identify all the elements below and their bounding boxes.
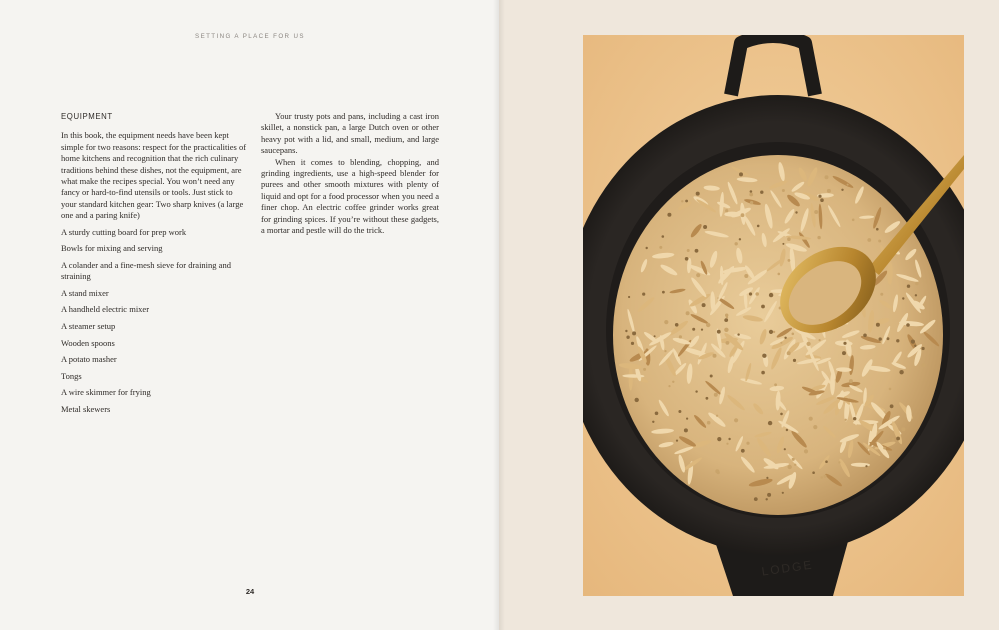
seed [687, 249, 690, 252]
seed [876, 228, 879, 231]
list-item: Wooden spoons [61, 337, 115, 348]
list-item: A potato masher [61, 354, 117, 365]
seed [818, 195, 821, 198]
seed [786, 429, 788, 431]
seed [749, 193, 753, 197]
seed [784, 337, 786, 339]
seed [887, 337, 890, 340]
seed [773, 331, 775, 333]
seed [774, 383, 777, 386]
seed [782, 189, 785, 192]
seed [792, 458, 795, 461]
seed [724, 328, 728, 332]
list-item: A colander and a fine-mesh sieve for draining and straining [61, 259, 231, 282]
seed [879, 337, 882, 340]
seed [664, 320, 668, 324]
seed [921, 363, 925, 367]
seed [635, 398, 639, 402]
seed [684, 428, 688, 432]
seed [735, 242, 738, 245]
seed [820, 476, 823, 479]
seed [625, 330, 627, 332]
seed [827, 189, 831, 193]
seed [883, 447, 886, 450]
seed [769, 330, 773, 334]
seed [659, 246, 662, 249]
seed [744, 274, 748, 278]
seed [769, 293, 773, 297]
seed [766, 477, 768, 479]
seed [734, 418, 738, 422]
page-number: 24 [245, 587, 255, 596]
seed [696, 192, 700, 196]
seed [739, 238, 741, 240]
seed [812, 471, 815, 474]
pan-stamp: LODGE [760, 557, 815, 579]
seed [852, 219, 855, 222]
seed [696, 273, 700, 277]
seed [717, 437, 721, 441]
seed [702, 303, 706, 307]
seed [715, 469, 719, 473]
skillet-illustration [583, 35, 964, 596]
seed [899, 370, 903, 374]
seed [685, 257, 689, 261]
seed [706, 323, 710, 327]
seed [717, 330, 721, 334]
list-item: Bowls for mixing and serving [61, 243, 163, 254]
seed [842, 351, 846, 355]
seed [685, 200, 688, 203]
seed [890, 404, 894, 408]
seed [845, 419, 847, 421]
seed [901, 427, 905, 431]
list-item: A sturdy cutting board for prep work [61, 226, 187, 237]
seed [642, 293, 645, 296]
seed [664, 350, 666, 352]
list-item: A handheld electric mixer [61, 304, 150, 315]
seed [626, 336, 629, 339]
blending-paragraph: When it comes to blending, chopping, and grinding ingredients, use a high-speed blender for purees and other smooth mixtures with plenty of liquid and opt for a food processor when you need a finer chop. An electric coffee grinder works great for grinding spices. If you’re without these gadgets, a mortar and pestle will do the trick. [261, 156, 439, 236]
seed [814, 210, 818, 214]
seed [716, 415, 718, 417]
seed [915, 294, 917, 296]
seed [788, 259, 791, 262]
seed [841, 189, 843, 191]
seed [849, 379, 853, 383]
seed [867, 238, 871, 242]
seed [692, 328, 695, 331]
seed [761, 371, 765, 375]
seed [813, 425, 817, 429]
seed [878, 240, 881, 243]
seed [710, 375, 713, 378]
seed [914, 345, 916, 347]
seed [695, 249, 699, 253]
seed [863, 334, 867, 338]
seed [780, 342, 782, 344]
seed [643, 368, 646, 371]
seed [726, 443, 728, 445]
seed [750, 190, 753, 193]
seed [896, 339, 899, 342]
seed [737, 333, 739, 335]
seed [793, 359, 796, 362]
list-item: A steamer setup [61, 321, 116, 332]
seed [714, 393, 718, 397]
seed [628, 296, 630, 298]
running-head: SETTING A PLACE FOR US [195, 33, 305, 40]
seed [741, 213, 745, 217]
right-column [261, 111, 439, 236]
seed [838, 461, 840, 463]
seed [784, 448, 786, 450]
seed [655, 412, 659, 416]
seed [652, 421, 654, 423]
seed [686, 311, 690, 315]
seed [780, 413, 783, 416]
section-title: EQUIPMENT [61, 112, 113, 121]
seed [782, 243, 784, 245]
seed [667, 213, 671, 217]
seed [662, 291, 665, 294]
seed [762, 354, 766, 358]
seed [703, 225, 707, 229]
list-item: A wire skimmer for frying [61, 387, 151, 398]
seed [906, 323, 910, 327]
seed [795, 211, 797, 213]
seed [817, 236, 820, 239]
seed [631, 342, 634, 345]
seed [646, 247, 648, 249]
seed [843, 342, 846, 345]
seed [804, 449, 808, 453]
seed [778, 273, 781, 276]
seed [741, 449, 745, 453]
list-item: Metal skewers [61, 404, 111, 414]
seed [755, 292, 759, 296]
seed [767, 493, 771, 497]
seed [766, 498, 768, 500]
seed [679, 335, 682, 338]
seed [922, 347, 925, 350]
seed [792, 333, 795, 336]
seed [749, 292, 752, 295]
seed [820, 198, 824, 202]
seed [654, 335, 656, 337]
seed [809, 417, 813, 421]
seed [686, 418, 688, 420]
seed [678, 410, 681, 413]
seed [880, 293, 883, 296]
seed [750, 201, 753, 204]
seed [754, 497, 758, 501]
seed [662, 235, 665, 238]
list-item: Tongs [61, 370, 82, 381]
seed [896, 437, 900, 441]
seed [695, 390, 697, 392]
seed [787, 237, 791, 241]
seed [788, 465, 792, 469]
seed [865, 465, 867, 467]
seed [794, 464, 796, 466]
seed [760, 191, 763, 194]
list-item: A stand mixer [61, 287, 109, 298]
seed [807, 342, 811, 346]
equipment-list [61, 227, 249, 416]
seed [782, 492, 784, 494]
seed [876, 323, 880, 327]
seed [739, 172, 743, 176]
seed [676, 440, 678, 442]
seed [891, 438, 894, 441]
seed [847, 184, 849, 186]
seed [701, 329, 703, 331]
seed [902, 297, 904, 299]
seed [819, 339, 821, 341]
seed [707, 421, 711, 425]
seed [911, 340, 915, 344]
seed [787, 351, 791, 355]
seed [726, 316, 728, 318]
seed [724, 318, 728, 322]
seed [907, 285, 910, 288]
left-column [61, 111, 249, 421]
seed [726, 341, 730, 345]
seed [672, 381, 674, 383]
seed [725, 209, 728, 212]
seed [761, 305, 765, 309]
seed [713, 354, 717, 358]
seed [632, 331, 636, 335]
pots-pans-paragraph: Your trusty pots and pans, including a cast iron skillet, a nonstick pan, a large Dutch oven or other heavy pot with a lid, and small, medium, and large saucepans. [261, 111, 439, 156]
seed [825, 175, 829, 179]
book-spine [493, 0, 505, 630]
intro-paragraph: In this book, the equipment needs have been kept simple for two reasons: respect for the practicalities of home kitchens and recognition that the rich culinary traditions behind these dishes, not the equipment, are what make the recipes special. You won’t need any fancy or hard-to-find utensils or tools. Just stick to your standard kitchen gear: Two sharp knives (a large one and a paring knife) [61, 130, 247, 221]
seed [681, 200, 683, 202]
seed [757, 225, 760, 228]
seed [668, 385, 670, 387]
seed [706, 397, 709, 400]
seed [889, 388, 892, 391]
seed [915, 282, 918, 285]
seed [853, 417, 856, 420]
almond-sliver [830, 372, 835, 395]
seed [728, 438, 730, 440]
seed [746, 442, 749, 445]
seed [825, 460, 828, 463]
almond-sliver [629, 366, 633, 391]
seed [768, 421, 772, 425]
seed [675, 323, 679, 327]
seed [823, 475, 826, 478]
skillet-photo [583, 35, 964, 596]
